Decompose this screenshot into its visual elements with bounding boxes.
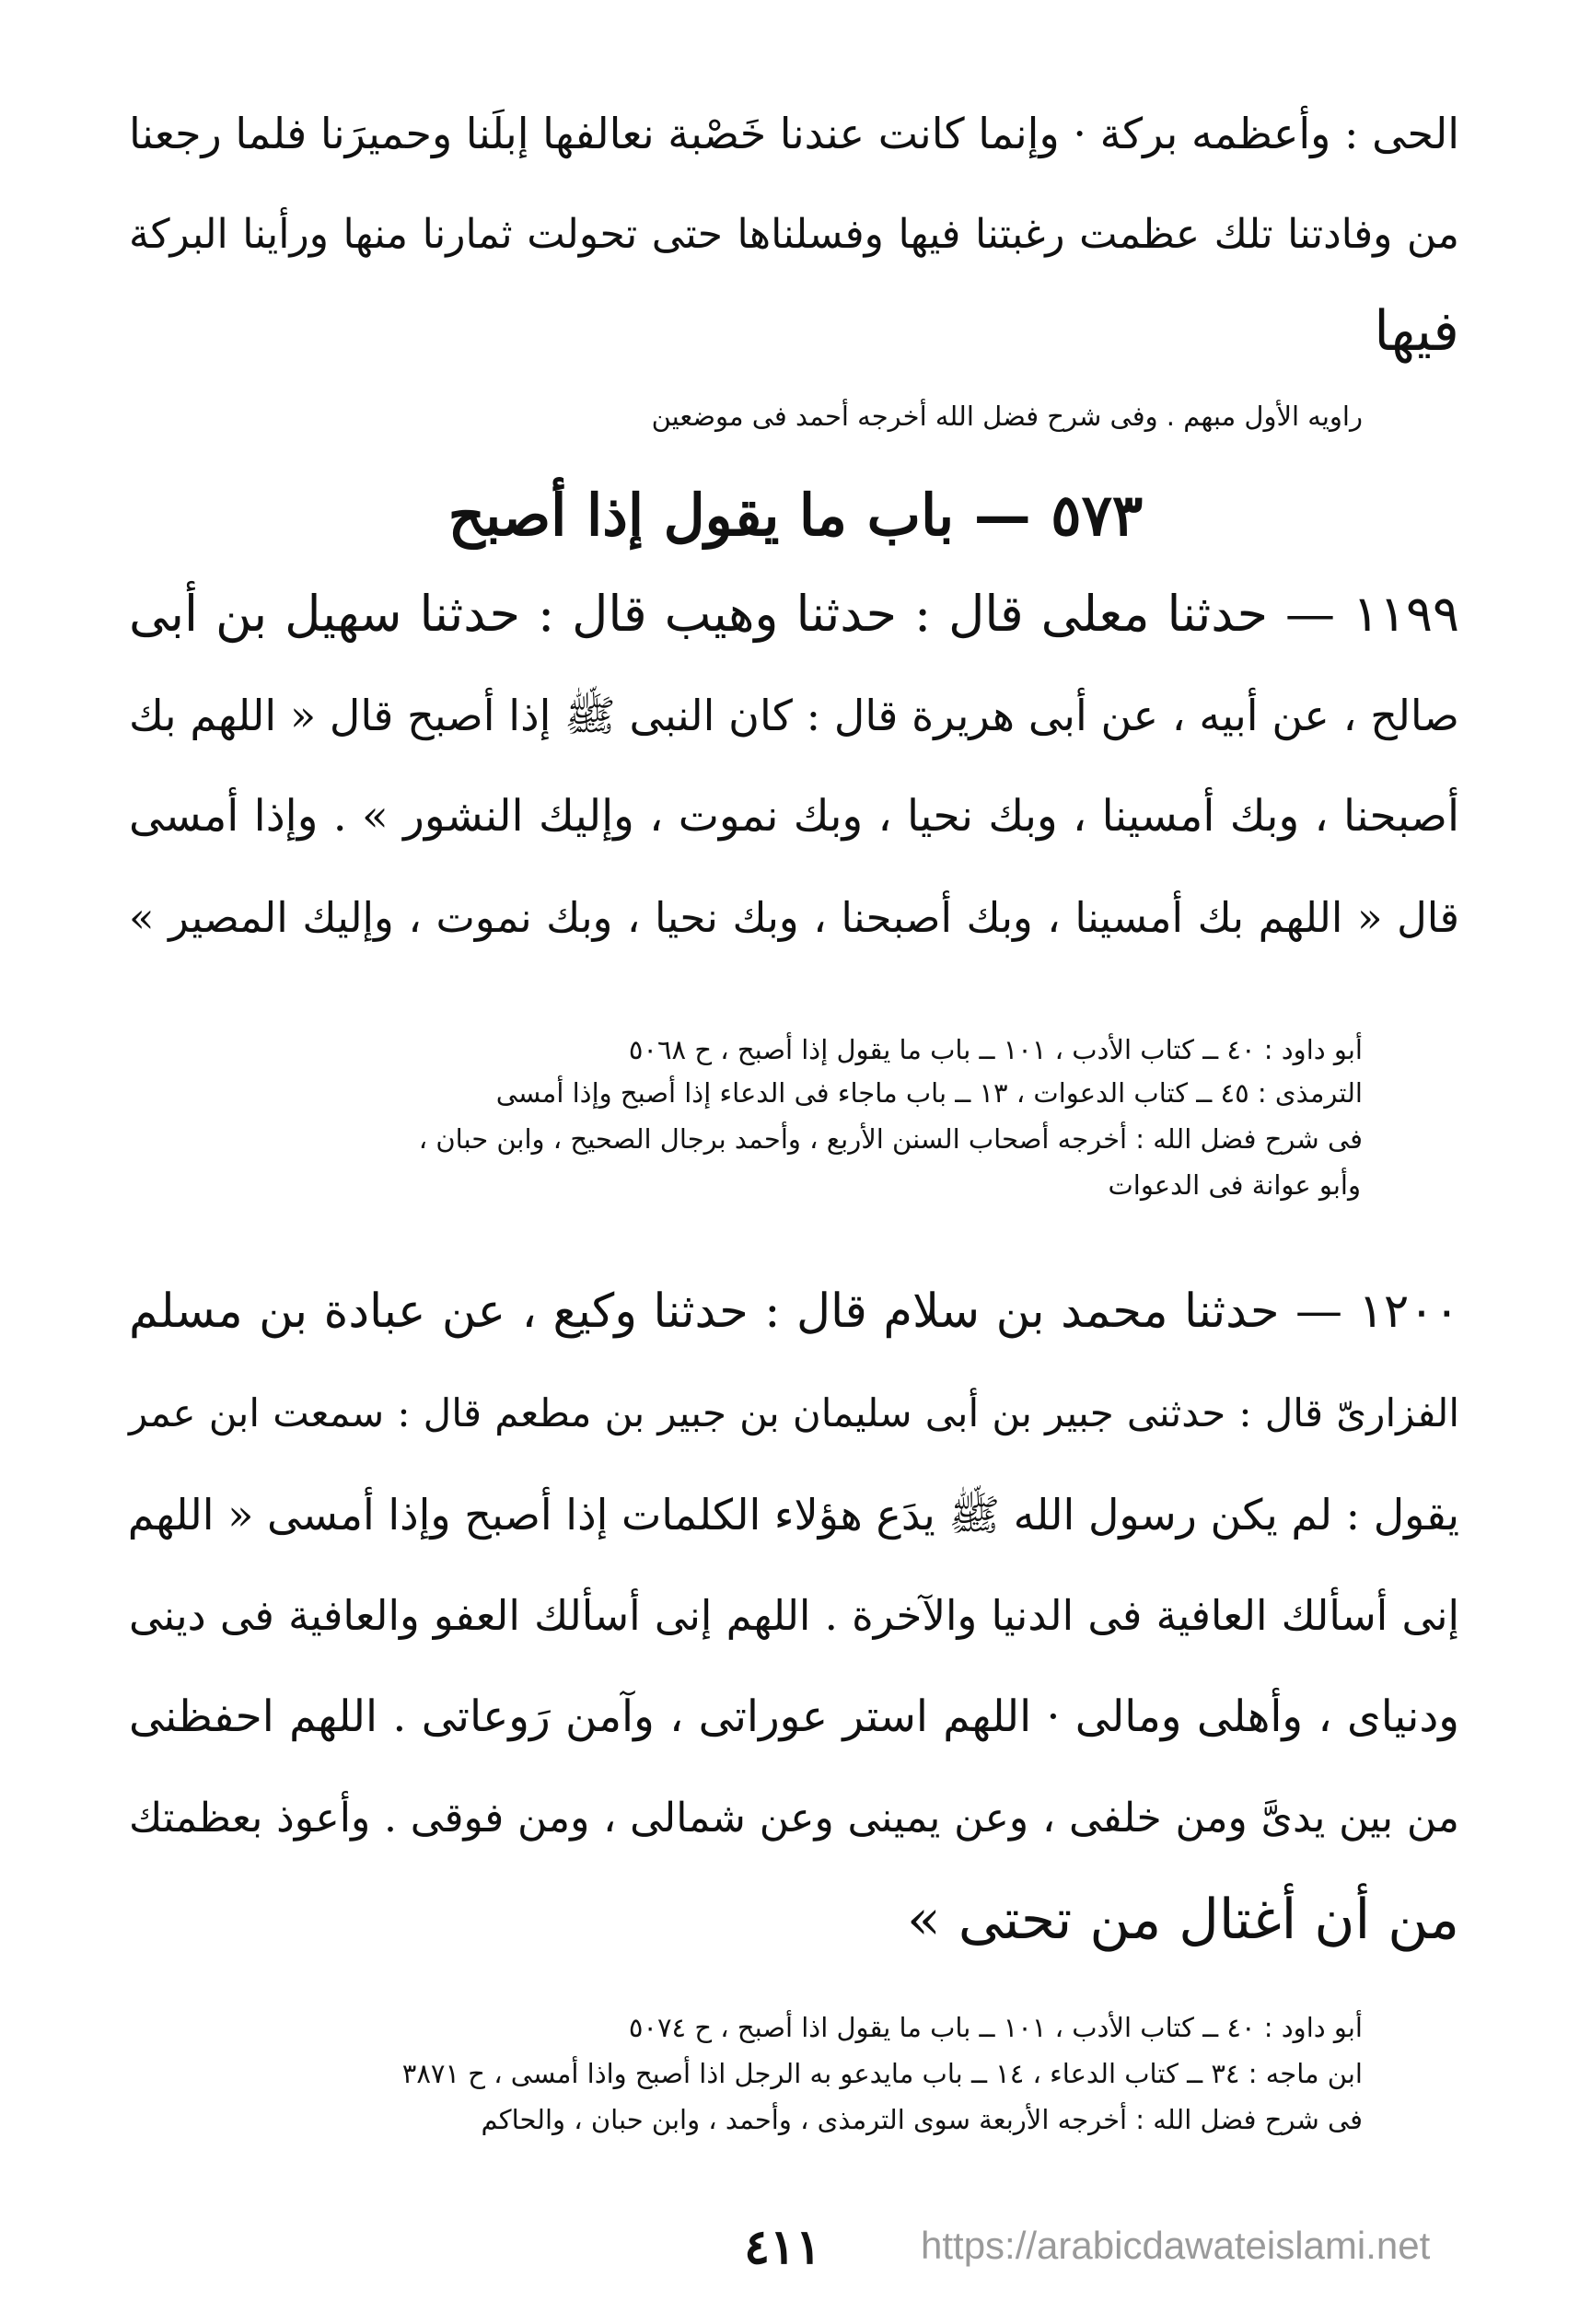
intro-line-2: من وفادتنا تلك عظمت رغبتنا فيها وفسلناها حتى تحولت ثمارنا منها ورأينا البركة	[129, 211, 1459, 258]
hadith-1200-note-1: أبو داود : ٤٠ ــ كتاب الأدب ، ١٠١ ــ باب ما يقول اذا أصبح ، ح ٥٠٧٤	[628, 2012, 1363, 2043]
hadith-1200-line-1: ١٢٠٠ — حدثنا محمد بن سلام قال : حدثنا وكيع ، عن عبادة بن مسلم	[129, 1284, 1459, 1339]
intro-footnote: راويه الأول مبهم . وفى شرح فضل الله أخرجه أحمد فى موضعين	[651, 401, 1363, 432]
page-number: ٤١١	[744, 2219, 821, 2275]
hadith-1199-line-2: صالح ، عن أبيه ، عن أبى هريرة قال : كان النبى ﷺ إذا أصبح قال « اللهم بك	[129, 691, 1459, 740]
hadith-1200-line-7: من أن أغتال من تحتى »	[907, 1888, 1459, 1952]
hadith-1199-note-3: فى شرح فضل الله : أخرجه أصحاب السنن الأربع ، وأحمد برجال الصحيح ، وابن حبان ،	[418, 1123, 1363, 1155]
hadith-1199-note-2: الترمذى : ٤٥ ــ كتاب الدعوات ، ١٣ ــ باب ماجاء فى الدعاء إذا أصبح وإذا أمسى	[495, 1077, 1363, 1109]
hadith-1200-line-6: من بين يدىَّ ومن خلفى ، وعن يمينى وعن شمالى ، ومن فوقى . وأعوذ بعظمتك	[129, 1795, 1459, 1842]
hadith-1200-line-2: الفزارىّ قال : حدثنى جبير بن أبى سليمان بن جبير بن مطعم قال : سمعت ابن عمر	[129, 1390, 1459, 1435]
hadith-1200-line-3: يقول : لم يكن رسول الله ﷺ يدَع هؤلاء الكلمات إذا أصبح وإذا أمسى « اللهم	[127, 1490, 1459, 1540]
hadith-1199-note-1: أبو داود : ٤٠ ــ كتاب الأدب ، ١٠١ ــ باب ما يقول إذا أصبح ، ح ٥٠٦٨	[628, 1034, 1363, 1065]
intro-line-3: فيها	[1374, 299, 1459, 364]
chapter-heading: ٥٧٣ — باب ما يقول إذا أصبح	[447, 482, 1144, 549]
hadith-1199-note-4: وأبو عوانة فى الدعوات	[1108, 1169, 1361, 1201]
watermark-url: https://arabicdawateislami.net	[921, 2224, 1431, 2267]
hadith-1199-line-3: أصبحنا ، وبك أمسينا ، وبك نحيا ، وبك نموت ، وإليك النشور » . وإذا أمسى	[129, 791, 1459, 842]
hadith-1199-line-1: ١١٩٩ — حدثنا معلى قال : حدثنا وهيب قال : حدثنا سهيل بن أبى	[129, 585, 1459, 643]
hadith-1200-line-5: ودنياى ، وأهلى ومالى · اللهم استر عوراتى ، وآمن رَوعاتى . اللهم احفظنى	[129, 1691, 1459, 1742]
intro-line-1: الحى : وأعظمه بركة · وإنما كانت عندنا خَصْبة نعالفها إبلَنا وحميرَنا فلما رجعنا	[129, 109, 1459, 158]
hadith-1200-note-2: ابن ماجه : ٣٤ ــ كتاب الدعاء ، ١٤ ــ باب مايدعو به الرجل اذا أصبح واذا أمسى ، ح ٣٨٧١	[401, 2058, 1363, 2089]
hadith-1200-note-3: فى شرح فضل الله : أخرجه الأربعة سوى الترمذى ، وأحمد ، وابن حبان ، والحاكم	[481, 2104, 1363, 2135]
hadith-1199-line-4: قال « اللهم بك أمسينا ، وبك أصبحنا ، وبك نحيا ، وبك نموت ، وإليك المصير »	[129, 893, 1459, 942]
hadith-1200-line-4: إنى أسألك العافية فى الدنيا والآخرة . اللهم إنى أسألك العفو والعافية فى دينى	[129, 1591, 1459, 1640]
